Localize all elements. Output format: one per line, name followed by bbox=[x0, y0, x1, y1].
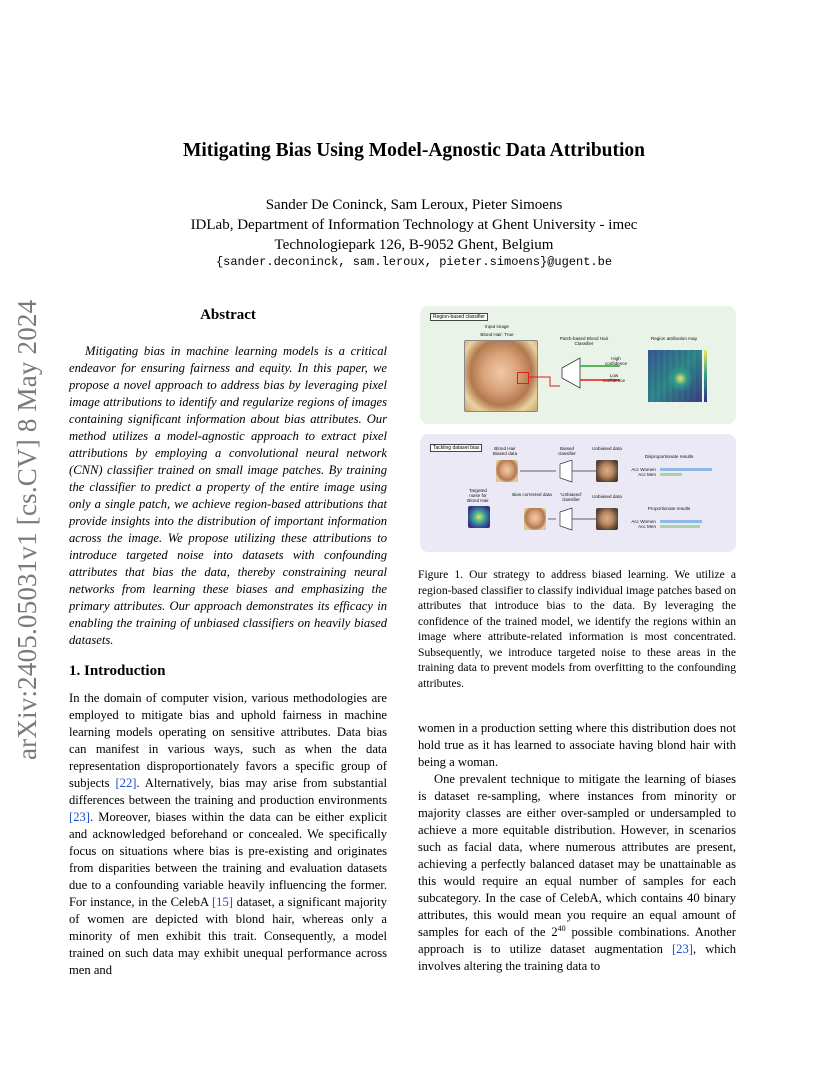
acc-men-label-2: Acc Men bbox=[638, 524, 656, 529]
figure-caption: Figure 1. Our strategy to address biased learning. We utilize a region-based classifier to classify individual image patches based on attributes that introduce bias to the data. By leveraging the confidence of the trained model, we identify the regions within an image where attribute-related information is most concentrated. Subsequently, we introduce targeted noise to these areas in the training data to prevent models from overfitting to the confounding attributes. bbox=[418, 568, 736, 690]
low-confidence-label: Low confidence bbox=[602, 373, 626, 383]
attribution-heatmap bbox=[648, 350, 702, 402]
biased-data-label: Blond Hair Biased data bbox=[492, 446, 518, 456]
biased-face-image bbox=[496, 460, 518, 482]
figure-1 bbox=[420, 306, 736, 554]
panel-tag: Tackling dataset bias bbox=[430, 444, 482, 452]
right-column-text bbox=[418, 720, 736, 975]
acc-men-bar bbox=[660, 473, 682, 476]
citation-link[interactable]: [22] bbox=[115, 776, 137, 790]
citation-link[interactable]: [23] bbox=[69, 810, 90, 824]
abstract-text: Mitigating bias in machine learning models is a critical endeavor for ensuring fairness and equity. In this paper, we propose a novel approach to address bias by leveraging pixel image attributions to identify and regularize regions of images containing significant information about bias attributes. Our method utilizes a model-agnostic approach to extract pixel attributions by employing a convolutional neural network (CNN) classifier trained on small image patches. By training the classifier to predict a property of the entire image using only a single patch, we achieve region-based attributions that provide insights into the distribution of important information across the image. We propose utilizing these attributions to introduce targeted noise into datasets with confounding attributes that bias the data, thereby constraining neural networks from learning these biases and emphasizing the primary attributes. Our approach demonstrates its efficacy in enabling the training of unbiased classifiers on heavily biased datasets. bbox=[69, 344, 387, 647]
high-confidence-label: High confidence bbox=[604, 356, 628, 366]
arxiv-identifier: arXiv:2405.05031v1 [cs.CV] 8 May 2024 bbox=[12, 299, 42, 760]
abstract-heading: Abstract bbox=[200, 307, 256, 323]
paragraph: women in a production setting where this distribution does not hold true as it has learned to associate having blond hair with being a woman. bbox=[418, 721, 736, 769]
unbiased-classifier-label: 'Unbiased' classifier bbox=[560, 492, 582, 502]
author-names: Sander De Coninck, Sam Leroux, Pieter Simoens bbox=[265, 197, 563, 213]
biased-classifier-label: Biased classifier bbox=[558, 446, 576, 456]
introduction-text: In the domain of computer vision, various methodologies are employed to mitigate bias and uphold fairness in machine learning models operating on sensitive attributes. Data bias can manifest in various ways, such as when the data representation disproportionately favors a specific group of subjects [22]. Alternatively, bias may arise from substantial differences between the training and production environments [23]. Moreover, biases within the data can be either explicit and acknowledged beforehand or concealed. We specifically focus on situations where bias is pre-existing and originates from disparities between the training and evaluation datasets due to a confounding variable heavily influencing the former. For instance, in the CelebA [15] dataset, a significant majority of women are depicted with blond hair, whereas only a minority of men exhibit this trait. Consequently, a model trained on such data may exhibit unequal performance across men and bbox=[69, 691, 387, 977]
author-emails: {sander.deconinck, sam.leroux, pieter.simoens}@ugent.be bbox=[215, 255, 613, 269]
acc-men-label: Acc Men bbox=[638, 472, 656, 477]
paper-title: Mitigating Bias Using Model-Agnostic Data Attribution bbox=[182, 140, 646, 161]
region-classifier-panel bbox=[420, 306, 736, 424]
targeted-noise-label: Targeted noise for Blond Hair bbox=[467, 488, 489, 503]
attribution-map-label: Region attribution map bbox=[650, 336, 698, 341]
citation-link[interactable]: [15] bbox=[211, 895, 233, 909]
disproportionate-results-label: Disproportionate results bbox=[644, 454, 694, 459]
noise-mask-image bbox=[468, 506, 490, 528]
affiliation-line-1: IDLab, Department of Information Technology at Ghent University - imec bbox=[190, 217, 638, 233]
bias-corrected-label: Bias corrected data bbox=[512, 492, 552, 497]
classifier-arrows bbox=[520, 346, 640, 396]
unbiased-data-label-2: Unbiased data bbox=[592, 494, 622, 499]
citation-link[interactable]: [23] bbox=[671, 942, 693, 956]
patch-classifier-label: Patch-based Blond Hair Classifier bbox=[559, 336, 609, 346]
proportionate-results-label: Proportionate results bbox=[647, 506, 691, 511]
affiliation-line-2: Technologiepark 126, B-9052 Ghent, Belgium bbox=[274, 237, 554, 253]
dataset-bias-panel bbox=[420, 434, 736, 552]
acc-women-label-2: Acc Women bbox=[631, 519, 656, 524]
bias-flow-arrows bbox=[516, 460, 606, 534]
acc-men-bar-2 bbox=[660, 525, 700, 528]
introduction-heading: 1. Introduction bbox=[69, 663, 166, 679]
acc-women-bar bbox=[660, 468, 712, 471]
author-block bbox=[0, 195, 828, 255]
heatmap-colorbar bbox=[704, 350, 707, 402]
acc-women-bar-2 bbox=[660, 520, 702, 523]
blond-true-label: Blond Hair: True bbox=[480, 332, 514, 337]
input-image-label: Input image bbox=[484, 324, 509, 329]
unbiased-data-label: Unbiased data bbox=[592, 446, 622, 451]
panel-tag: Region-based classifier bbox=[430, 313, 488, 321]
acc-women-label: Acc Women bbox=[631, 467, 656, 472]
paragraph: One prevalent technique to mitigate the learning of biases is dataset re-sampling, where instances from minority or majority classes are either over-sampled or undersampled to achieve a more equitable distribution. However, in scenarios such as facial data, where numerous attributes are present, achieving a perfectly balanced dataset may be unattainable as this would require an equal number of samples for each subcategory. In the case of CelebA, which contains 40 binary attributes, this would mean you require an equal amount of samples for each of the $2^{40}$ possible combinations. Another approach is to utilize dataset augmentation [23], which involves altering the training data to bbox=[418, 772, 736, 973]
